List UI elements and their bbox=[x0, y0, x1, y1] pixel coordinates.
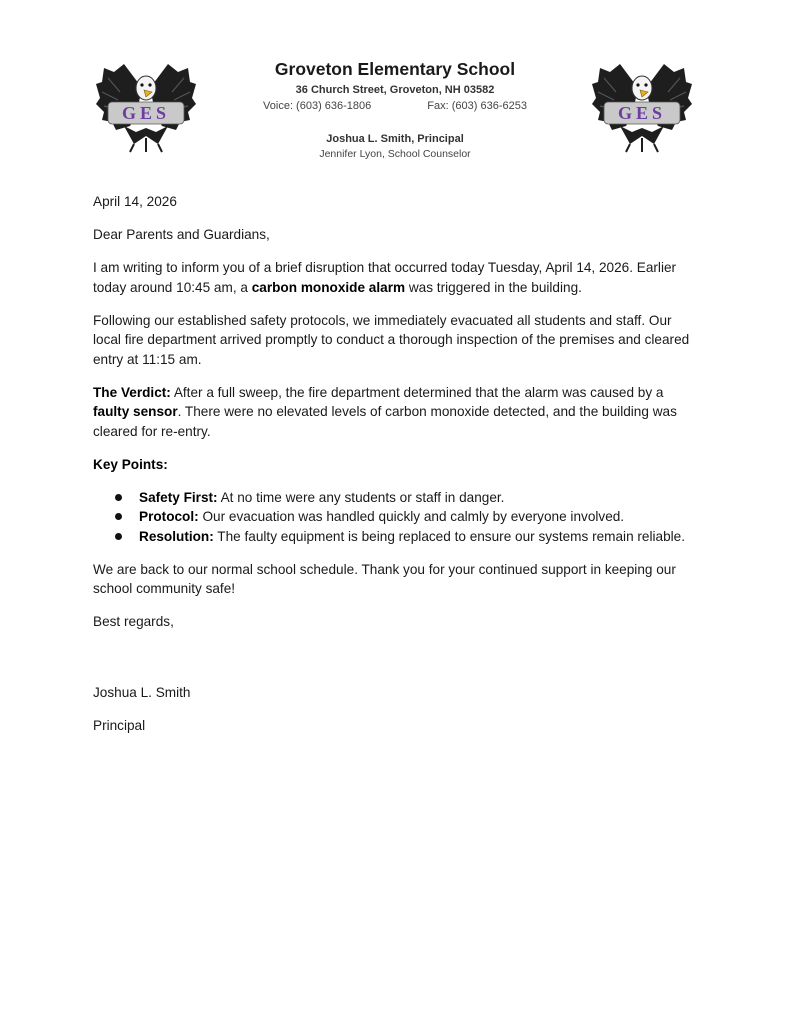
logo-text-right: GES bbox=[617, 103, 667, 123]
bullet-icon bbox=[115, 494, 122, 501]
key-point-text: Our evacuation was handled quickly and calmly by everyone involved. bbox=[198, 509, 625, 524]
fax-number: Fax: (603) 636-6253 bbox=[427, 100, 527, 112]
signature-space bbox=[93, 645, 693, 683]
verdict-paragraph bbox=[93, 383, 693, 442]
voice-number: Voice: (603) 636-1806 bbox=[263, 100, 372, 112]
key-points-heading bbox=[93, 455, 693, 475]
verdict-label: The Verdict: bbox=[93, 384, 171, 400]
school-name: Groveton Elementary School bbox=[274, 59, 516, 79]
verdict-bold: faulty sensor bbox=[93, 404, 178, 419]
key-points-list bbox=[93, 488, 693, 547]
closing-paragraph: We are back to our normal school schedule. Thank you for your continued support in keeping our school community safe! bbox=[93, 561, 676, 596]
contact-numbers bbox=[230, 99, 560, 114]
key-points-heading-text: Key Points: bbox=[93, 456, 168, 472]
key-point-label: Protocol: bbox=[139, 509, 199, 524]
intro-text-b: was triggered in the building. bbox=[405, 279, 582, 295]
key-point-text: At no time were any students or staff in danger. bbox=[217, 489, 505, 505]
eagle-logo-right bbox=[590, 58, 694, 154]
letter-greeting: Dear Parents and Guardians, bbox=[93, 227, 270, 242]
letter-body bbox=[93, 192, 693, 749]
intro-text-a: I am writing to inform you of a brief disruption that occurred today Tuesday, April 14, 2026. Earlier today around 10:45 am, a bbox=[93, 260, 677, 295]
counselor-name: Jennifer Lyon, School Counselor bbox=[319, 148, 471, 160]
principal-name: Joshua L. Smith, Principal bbox=[326, 133, 464, 145]
list-item bbox=[93, 488, 693, 508]
protocol-paragraph: Following our established safety protocols, we immediately evacuated all students and staff. Our local fire department arrived promptly to conduct a thorough inspection of the premises and cleared entry at 11:15 am. bbox=[93, 312, 690, 367]
bullet-icon bbox=[115, 513, 122, 520]
intro-bold: carbon monoxide alarm bbox=[251, 279, 406, 295]
school-address: 36 Church Street, Groveton, NH 03582 bbox=[295, 84, 495, 96]
verdict-text-b: . There were no elevated levels of carbon monoxide detected, and the building was cleared for re-entry. bbox=[93, 404, 677, 439]
bullet-icon bbox=[115, 533, 122, 540]
list-item bbox=[93, 507, 693, 527]
key-point-text: The faulty equipment is being replaced to ensure our systems remain reliable. bbox=[213, 528, 686, 544]
letterhead bbox=[230, 58, 560, 161]
signer-title: Principal bbox=[93, 718, 146, 733]
sign-off: Best regards, bbox=[93, 614, 174, 629]
logo-text-left: GES bbox=[121, 103, 171, 123]
signer-name: Joshua L. Smith bbox=[93, 685, 191, 700]
key-point-label: Resolution: bbox=[139, 528, 214, 544]
verdict-text-a: After a full sweep, the fire department determined that the alarm was caused by a bbox=[170, 384, 664, 400]
eagle-logo-left bbox=[94, 58, 198, 154]
key-point-label: Safety First: bbox=[139, 489, 218, 505]
intro-paragraph bbox=[93, 258, 693, 297]
letter-date: April 14, 2026 bbox=[93, 194, 177, 209]
list-item bbox=[93, 527, 693, 547]
